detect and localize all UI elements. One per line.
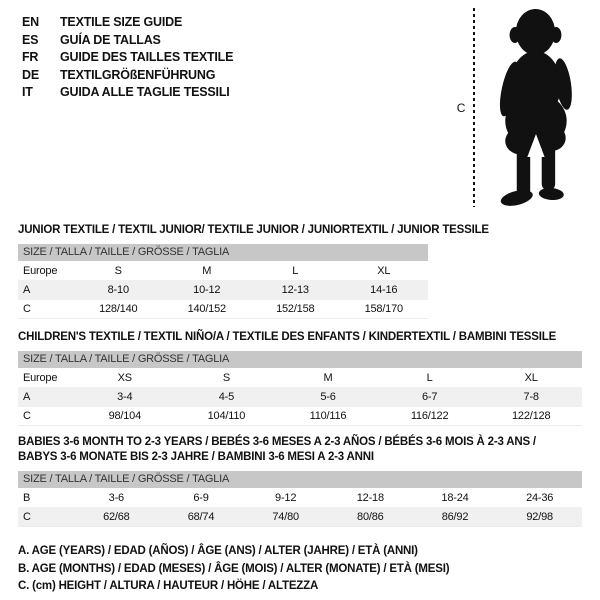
size-cell: 122/128 xyxy=(512,410,551,422)
table-row xyxy=(18,488,582,507)
size-cell: 92/98 xyxy=(526,511,553,523)
language-label: GUÍA DE TALLAS xyxy=(60,32,161,47)
table-row xyxy=(18,406,582,425)
row-label: A xyxy=(23,391,31,403)
size-header-bar: SIZE / TALLA / TAILLE / GRÖSSE / TAGLIA xyxy=(18,471,582,488)
size-cell: XL xyxy=(377,265,391,277)
language-code: EN xyxy=(22,15,39,29)
size-cell: 5-6 xyxy=(320,391,336,403)
table-title-line-2: BABYS 3-6 MONATE BIS 2-3 JAHRE / BAMBINI 3-6 MESI A 2-3 ANNI xyxy=(18,451,374,463)
childrens-textile-section xyxy=(18,330,600,426)
language-code: IT xyxy=(22,85,33,99)
size-cell: 4-5 xyxy=(218,391,235,403)
row-label: C xyxy=(23,511,31,523)
language-code: ES xyxy=(22,32,39,47)
size-cell: 128/140 xyxy=(99,303,138,315)
junior-textile-section xyxy=(18,223,600,319)
note-age-months: B. AGE (MONTHS) / EDAD (MESES) / ÂGE (MOIS) / ALTER (MONATE) / ETÀ (MESI) xyxy=(18,562,450,575)
size-cell: 68/74 xyxy=(187,511,215,523)
height-figure xyxy=(452,0,600,215)
size-cell: L xyxy=(292,265,299,277)
row-label: Europe xyxy=(23,372,58,384)
language-item-en xyxy=(22,14,452,32)
size-cell: M xyxy=(202,265,212,277)
language-label: GUIDE DES TAILLES TEXTILE xyxy=(60,50,234,64)
language-label: TEXTILE SIZE GUIDE xyxy=(60,15,183,29)
table-body xyxy=(18,368,582,425)
language-item-de xyxy=(22,67,452,85)
size-cell: 7-8 xyxy=(523,391,539,403)
table-row xyxy=(18,507,582,526)
table-row xyxy=(18,387,582,406)
size-cell: XS xyxy=(117,372,132,384)
size-cell: 24-36 xyxy=(526,492,554,504)
size-cell: 152/158 xyxy=(276,303,315,315)
row-label: C xyxy=(23,303,31,315)
size-cell: 10-12 xyxy=(193,284,221,296)
size-cell: 98/104 xyxy=(108,410,142,422)
language-label: GUIDA ALLE TAGLIE TESSILI xyxy=(60,85,230,99)
size-cell: 6-7 xyxy=(421,391,438,403)
note-age-years: A. AGE (YEARS) / EDAD (AÑOS) / ÂGE (ANS) / ALTER (JAHRE) / ETÀ (ANNI) xyxy=(18,545,418,557)
size-cell: 6-9 xyxy=(193,492,209,504)
size-cell: 86/92 xyxy=(441,511,469,523)
table-title: CHILDREN'S TEXTILE / TEXTIL NIÑO/A / TEXTILE DES ENFANTS / KINDERTEXTIL / BAMBINI TESSILE xyxy=(18,331,557,343)
size-header-bar: SIZE / TALLA / TAILLE / GRÖSSE / TAGLIA xyxy=(18,244,428,261)
language-label: TEXTILGRÖßENFÜHRUNG xyxy=(60,67,216,82)
size-cell: 116/122 xyxy=(410,410,449,422)
size-cell: 140/152 xyxy=(187,303,226,315)
row-label: A xyxy=(23,284,31,296)
table-row xyxy=(18,368,582,387)
size-cell: S xyxy=(222,372,230,384)
size-cell: 104/110 xyxy=(207,410,246,422)
table-title-line-1: BABIES 3-6 MONTH TO 2-3 YEARS / BEBÉS 3-6 MESES A 2-3 AÑOS / BÉBÉS 3-6 MOIS À 2-3 ANS / xyxy=(18,436,536,448)
size-cell: 12-13 xyxy=(281,284,309,296)
size-cell: 74/80 xyxy=(272,511,299,523)
size-cell: 12-18 xyxy=(356,492,384,504)
height-measure-label: C xyxy=(456,101,466,115)
language-item-es xyxy=(22,32,452,50)
legend-notes xyxy=(18,543,600,596)
size-cell: 158/170 xyxy=(364,303,403,315)
size-cell: 8-10 xyxy=(107,284,129,296)
row-label: C xyxy=(23,410,31,422)
size-cell: 9-12 xyxy=(275,492,297,504)
language-list xyxy=(0,0,452,215)
size-cell: 18-24 xyxy=(441,492,469,504)
size-cell: XL xyxy=(524,372,538,384)
babies-textile-section xyxy=(18,435,600,527)
language-item-fr xyxy=(22,49,452,67)
table-row xyxy=(18,299,428,318)
size-cell: 62/68 xyxy=(103,511,130,523)
table-title: JUNIOR TEXTILE / TEXTIL JUNIOR/ TEXTILE JUNIOR / JUNIORTEXTIL / JUNIOR TESSILE xyxy=(18,224,489,236)
size-cell: 14-16 xyxy=(370,284,398,296)
table-row xyxy=(18,261,428,280)
note-height-cm: C. (cm) HEIGHT / ALTURA / HAUTEUR / HÖHE / ALTEZZA xyxy=(18,580,319,592)
size-cell: 80/86 xyxy=(357,511,384,523)
table-row xyxy=(18,280,428,299)
toddler-silhouette-icon xyxy=(487,8,583,208)
language-item-it xyxy=(22,84,452,102)
size-header-bar: SIZE / TALLA / TAILLE / GRÖSSE / TAGLIA xyxy=(18,351,582,368)
size-table xyxy=(18,351,582,426)
size-cell: 3-4 xyxy=(117,391,133,403)
size-cell: 110/116 xyxy=(309,410,347,422)
row-label: B xyxy=(23,492,31,504)
size-cell: 3-6 xyxy=(108,492,124,504)
height-dashed-line xyxy=(473,8,475,207)
language-code: DE xyxy=(22,67,39,82)
size-table xyxy=(18,244,428,319)
size-cell: S xyxy=(114,265,122,277)
size-cell: M xyxy=(323,372,333,384)
top-section xyxy=(0,0,600,215)
size-cell: L xyxy=(426,372,433,384)
size-table xyxy=(18,471,582,527)
table-body xyxy=(18,261,428,318)
language-code: FR xyxy=(22,50,39,64)
table-body xyxy=(18,488,582,526)
row-label: Europe xyxy=(23,265,58,277)
